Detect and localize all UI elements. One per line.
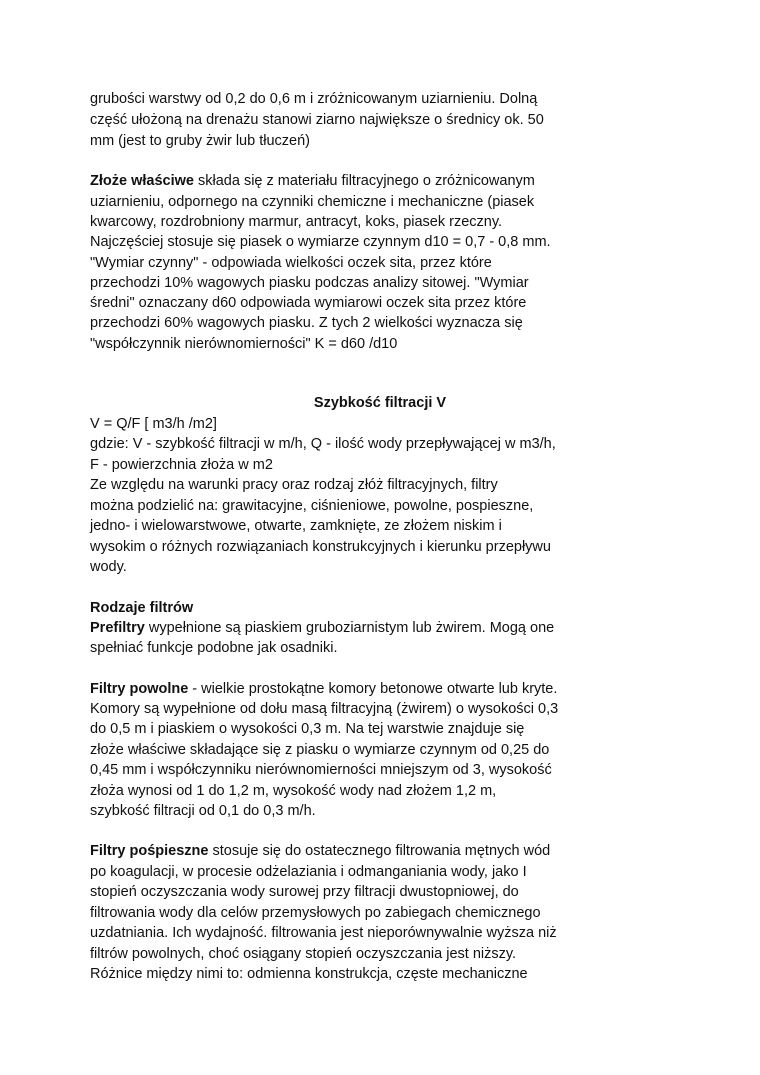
formula-line: V = Q/F [ m3/h /m2] [90, 416, 217, 432]
text-line: średni" oznaczany d60 odpowiada wymiarowi oczek sita przez które [90, 295, 527, 311]
text-span: składa się z materiału filtracyjnego o zróżnicowanym [193, 173, 535, 189]
text-line: po koagulacji, w procesie odżelaziania i odmanganiania wody, jako I [90, 864, 527, 880]
text-line: filtrów powolnych, choć osiągany stopień oczyszczania jest niższy. [90, 946, 517, 962]
paragraph-prefiltry-first-line [90, 618, 554, 638]
text-line: "współczynnik nierównomierności" K = d60 /d10 [90, 336, 398, 352]
text-line: kwarcowy, rozdrobniony marmur, antracyt, koks, piasek rzeczny. [90, 214, 503, 230]
text-line: "Wymiar czynny" - odpowiada wielkości oczek sita, przez które [90, 255, 492, 271]
text-line: wysokim o różnych rozwiązaniach konstrukcyjnych i kierunku przepływu [90, 539, 551, 555]
text-line: Najczęściej stosuje się piasek o wymiarze czynnym d10 = 0,7 - 0,8 mm. [90, 234, 551, 250]
text-line: szybkość filtracji od 0,1 do 0,3 m/h. [90, 803, 316, 819]
text-line: złoże właściwe składające się z piasku o wymiarze czynnym od 0,25 do [90, 742, 550, 758]
paragraph-pospieszne-first-line [90, 841, 550, 861]
term-filtry-pospieszne: Filtry pośpieszne [90, 843, 209, 859]
text-line: spełniać funkcje podobne jak osadniki. [90, 640, 338, 656]
text-line: Różnice między nimi to: odmienna konstrukcja, częste mechaniczne [90, 966, 528, 982]
text-line: złoża wynosi od 1 do 1,2 m, wysokość wody nad złożem 1,2 m, [90, 783, 497, 799]
term-filtry-powolne: Filtry powolne [90, 681, 189, 697]
text-line: grubości warstwy od 0,2 do 0,6 m i zróżnicowanym uziarnieniu. Dolną [90, 91, 538, 107]
text-span: wypełnione są piaskiem gruboziarnistym lub żwirem. Mogą one [144, 620, 555, 636]
text-line: do 0,5 m i piaskiem o wysokości 0,3 m. Na tej warstwie znajduje się [90, 721, 525, 737]
text-line: Komory są wypełnione od dołu masą filtracyjną (żwirem) o wysokości 0,3 [90, 701, 559, 717]
section-heading: Szybkość filtracji V [313, 395, 447, 411]
text-line: uziarnieniu, odpornego na czynniki chemiczne i mechaniczne (piasek [90, 194, 535, 210]
term-prefiltry: Prefiltry [90, 620, 145, 636]
text-line: stopień oczyszczania wody surowej przy filtracji dwustopniowej, do [90, 884, 519, 900]
text-line: przechodzi 60% wagowych piasku. Z tych 2 wielkości wyznacza się [90, 315, 523, 331]
text-line: wody. [90, 559, 127, 575]
text-span: - wielkie prostokątne komory betonowe otwarte lub kryte. [188, 681, 558, 697]
text-line: F - powierzchnia złoża w m2 [90, 457, 273, 473]
paragraph-zloze-first-line [90, 171, 535, 191]
text-line: jedno- i wielowarstwowe, otwarte, zamknięte, ze złożem niskim i [90, 518, 502, 534]
subheading-rodzaje-filtrow: Rodzaje filtrów [90, 600, 194, 616]
text-line: część ułożoną na drenażu stanowi ziarno największe o średnicy ok. 50 [90, 112, 544, 128]
text-line: przechodzi 10% wagowych piasku podczas analizy sitowej. "Wymiar [90, 275, 529, 291]
paragraph-powolne-first-line [90, 679, 557, 699]
text-line: filtrowania wody dla celów przemysłowych po zabiegach chemicznego [90, 905, 541, 921]
term-zloze-wlasciwe: Złoże właściwe [90, 173, 194, 189]
text-line: uzdatniania. Ich wydajność. filtrowania jest nieporównywalnie wyższa niż [90, 925, 557, 941]
text-line: można podzielić na: grawitacyjne, ciśnieniowe, powolne, pospieszne, [90, 498, 534, 514]
text-span: stosuje się do ostatecznego filtrowania mętnych wód [208, 843, 551, 859]
text-line: 0,45 mm i współczynniku nierównomierności mniejszym od 3, wysokość [90, 762, 552, 778]
text-line: mm (jest to gruby żwir lub tłuczeń) [90, 133, 310, 149]
text-line: gdzie: V - szybkość filtracji w m/h, Q - ilość wody przepływającej w m3/h, [90, 436, 556, 452]
text-line: Ze względu na warunki pracy oraz rodzaj złóż filtracyjnych, filtry [90, 477, 498, 493]
